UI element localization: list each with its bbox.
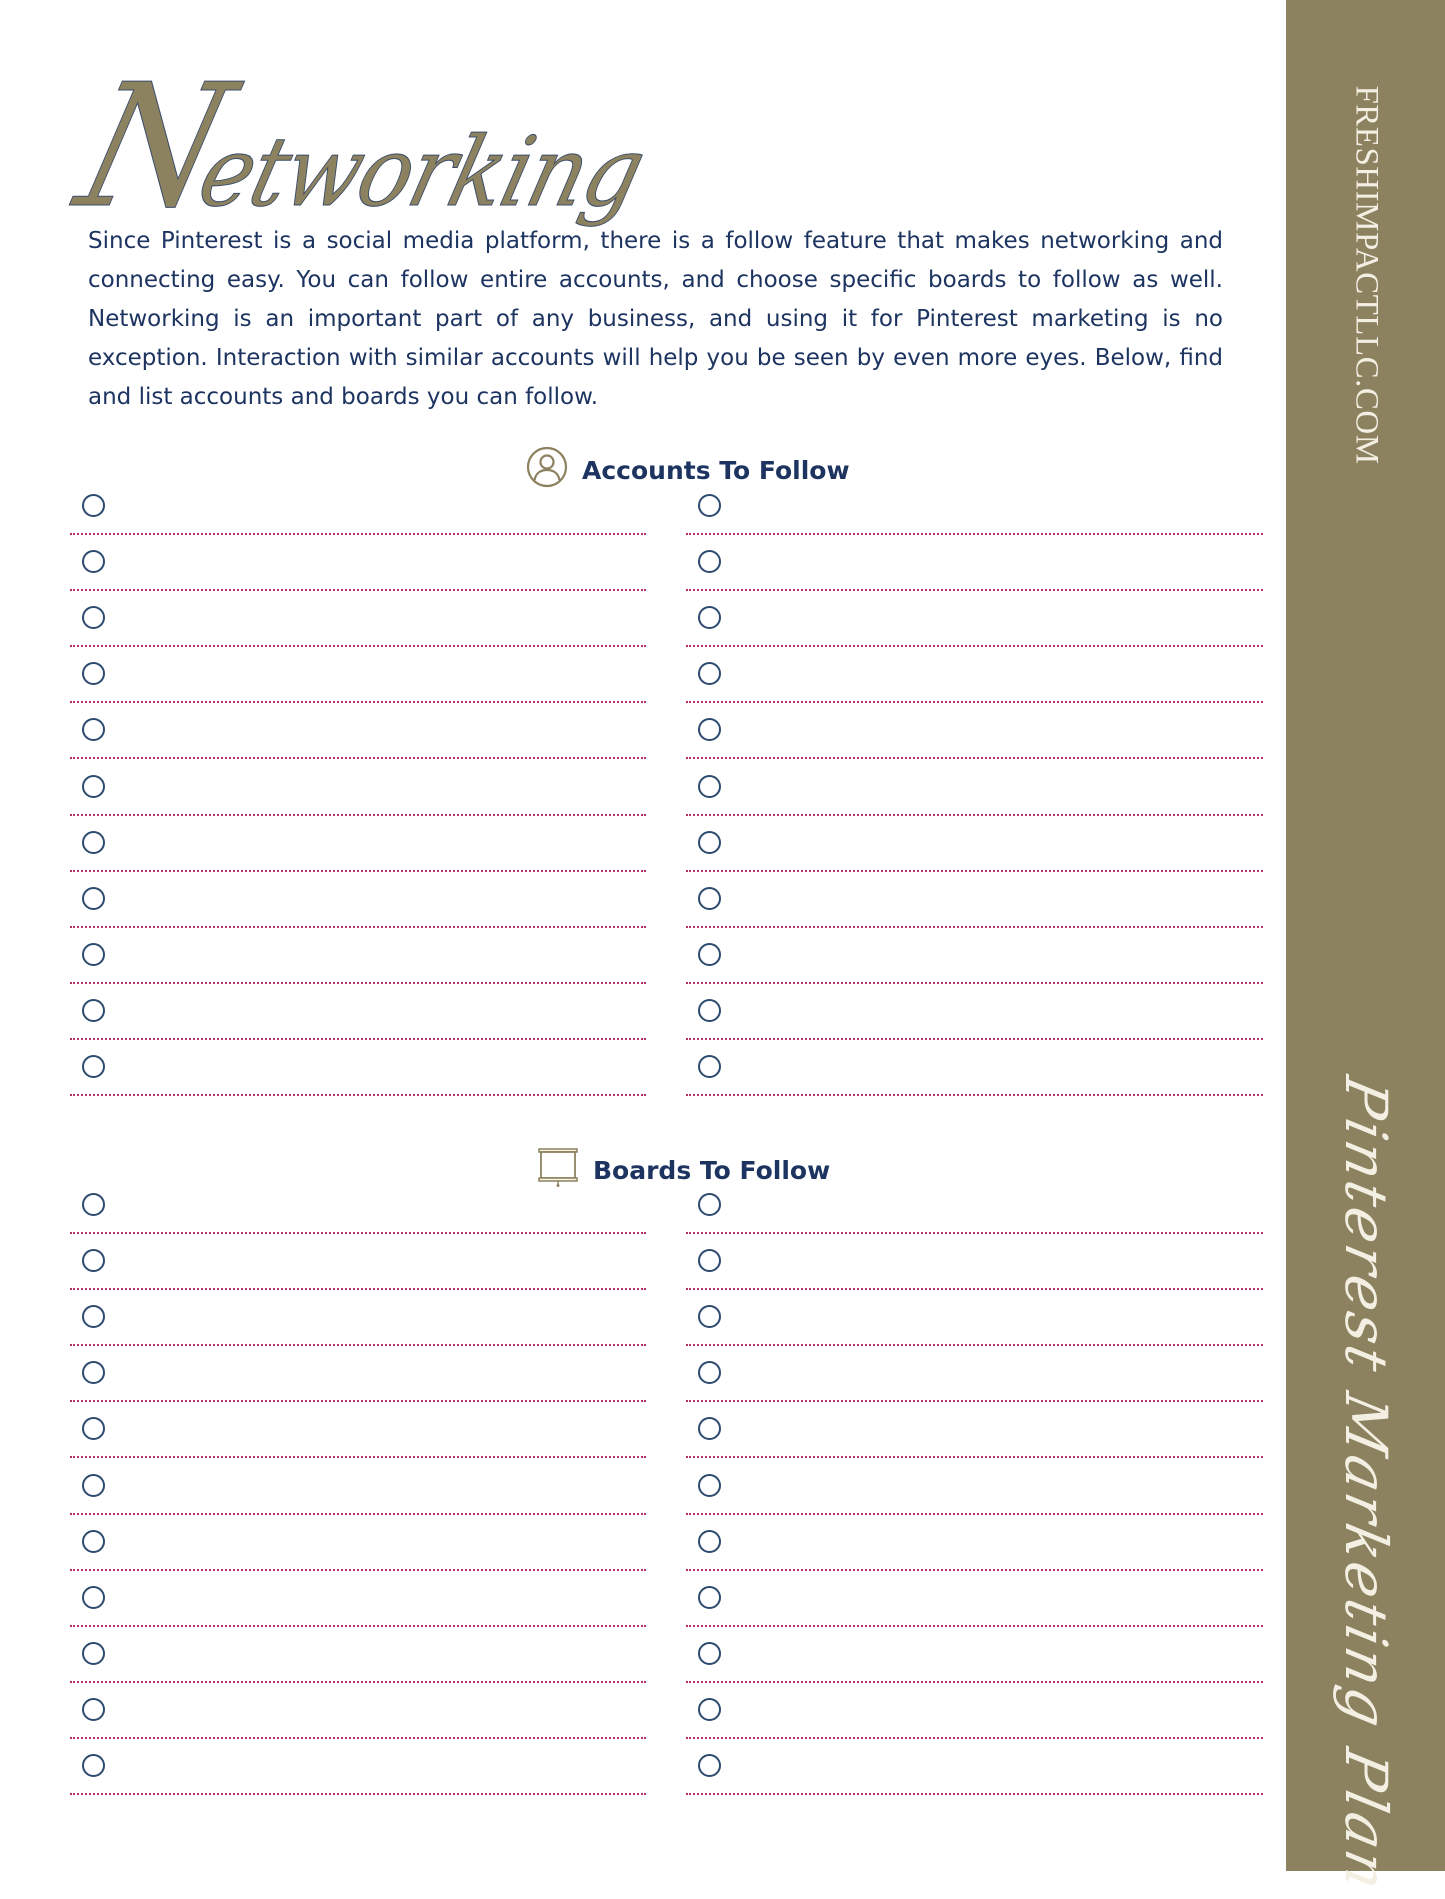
boards-list-item [70,1682,646,1738]
accounts-entry-field[interactable] [734,1053,1257,1089]
accounts-entry-field[interactable] [734,773,1257,809]
accounts-list-item [686,871,1263,927]
boards-entry-field[interactable] [118,1191,640,1227]
page-title [62,48,668,246]
boards-entry-field[interactable] [734,1640,1257,1676]
checkbox-circle[interactable] [698,718,721,741]
boards-list-item [70,1233,646,1289]
boards-entry-field[interactable] [734,1303,1257,1339]
accounts-list-item [686,927,1263,983]
boards-list-item [70,1458,646,1514]
accounts-entry-field[interactable] [118,604,640,640]
checkbox-circle[interactable] [82,1642,105,1665]
accounts-list-item [70,815,646,871]
checkbox-circle[interactable] [82,1249,105,1272]
boards-list-item [686,1570,1263,1626]
checkbox-circle[interactable] [698,943,721,966]
dotted-rule [686,1094,1263,1096]
boards-entry-field[interactable] [734,1696,1257,1732]
checkbox-circle[interactable] [82,1361,105,1384]
checkbox-circle[interactable] [698,1193,721,1216]
accounts-entry-field[interactable] [118,660,640,696]
accounts-entry-field[interactable] [734,829,1257,865]
boards-entry-field[interactable] [118,1696,640,1732]
boards-list-item [70,1345,646,1401]
boards-list-item [686,1458,1263,1514]
boards-list-item [686,1289,1263,1345]
accounts-list-item [686,534,1263,590]
boards-entry-field[interactable] [118,1584,640,1620]
accounts-list-item [70,478,646,534]
accounts-list-item [70,983,646,1039]
dotted-rule [70,1094,646,1096]
checkbox-circle[interactable] [82,1305,105,1328]
boards-entry-field[interactable] [118,1247,640,1283]
accounts-list-item [70,534,646,590]
checkbox-circle[interactable] [82,1055,105,1078]
accounts-list-item [686,478,1263,534]
checkbox-circle[interactable] [82,550,105,573]
checkbox-circle[interactable] [82,1474,105,1497]
accounts-entry-field[interactable] [118,941,640,977]
accounts-entry-field[interactable] [734,997,1257,1033]
accounts-list-item [686,646,1263,702]
checkbox-circle[interactable] [82,662,105,685]
accounts-list-item [70,702,646,758]
boards-entry-field[interactable] [734,1359,1257,1395]
boards-entry-field[interactable] [118,1640,640,1676]
boards-section-title: Boards To Follow [593,1155,831,1185]
checkbox-circle[interactable] [698,1055,721,1078]
checkbox-circle[interactable] [82,999,105,1022]
checkbox-circle[interactable] [82,943,105,966]
boards-list-item [70,1514,646,1570]
accounts-entry-field[interactable] [118,1053,640,1089]
boards-list-item [686,1738,1263,1794]
boards-list-item [686,1514,1263,1570]
checkbox-circle[interactable] [698,1586,721,1609]
checkbox-circle[interactable] [698,1361,721,1384]
boards-list-item [70,1738,646,1794]
boards-list-item [70,1626,646,1682]
accounts-list-item [70,927,646,983]
checkbox-circle[interactable] [82,1417,105,1440]
boards-entry-field[interactable] [118,1528,640,1564]
checkbox-circle[interactable] [82,1586,105,1609]
checkbox-circle[interactable] [698,1417,721,1440]
page-title-rest: etworking [188,116,655,228]
accounts-list-item [70,759,646,815]
boards-entry-field[interactable] [734,1472,1257,1508]
boards-list-item [70,1401,646,1457]
accounts-entry-field[interactable] [734,885,1257,921]
boards-list-item [686,1233,1263,1289]
accounts-entry-field[interactable] [118,773,640,809]
checkbox-circle[interactable] [698,1642,721,1665]
boards-entry-field[interactable] [734,1752,1257,1788]
boards-list-item [686,1401,1263,1457]
accounts-list-item [70,1039,646,1095]
accounts-entry-field[interactable] [118,492,640,528]
checkbox-circle[interactable] [82,1530,105,1553]
checkbox-circle[interactable] [698,1698,721,1721]
boards-entry-field[interactable] [118,1415,640,1451]
accounts-list-item [70,871,646,927]
plan-title [1286,1070,1445,1899]
boards-list-item [70,1570,646,1626]
dotted-rule [686,1793,1263,1795]
accounts-list-item [686,1039,1263,1095]
checkbox-circle[interactable] [698,1474,721,1497]
accounts-entry-field[interactable] [118,997,640,1033]
boards-entry-field[interactable] [118,1359,640,1395]
accounts-list-item [686,590,1263,646]
checkbox-circle[interactable] [82,775,105,798]
checkbox-circle[interactable] [698,775,721,798]
accounts-list-item [686,815,1263,871]
checkbox-circle[interactable] [698,550,721,573]
checkbox-circle[interactable] [82,718,105,741]
accounts-entry-field[interactable] [118,885,640,921]
checkbox-circle[interactable] [698,662,721,685]
plan-title-text: Pinterest Marketing Plan [1331,1070,1400,1899]
accounts-list-item [686,702,1263,758]
boards-entry-field[interactable] [734,1528,1257,1564]
accounts-list-item [70,646,646,702]
boards-entry-field[interactable] [734,1584,1257,1620]
accounts-entry-field[interactable] [734,716,1257,752]
checkbox-circle[interactable] [698,1754,721,1777]
checkbox-circle[interactable] [698,887,721,910]
boards-list-item [686,1626,1263,1682]
website-url-text: FRESHIMPACTLLC.COM [1348,85,1384,465]
intro-paragraph: Since Pinterest is a social media platform, there is a follow feature that makes networking and connecting easy. You can follow entire accounts, and choose specific boards to follow as well. Networking is an important part of any business, and using it for Pinterest marketing is no exception. Interaction with similar accounts will help you be seen by even more eyes. Below, find and list accounts and boards you can follow. [88,228,1223,410]
checkbox-circle[interactable] [698,606,721,629]
boards-entry-field[interactable] [734,1415,1257,1451]
boards-list-item [686,1682,1263,1738]
checkbox-circle[interactable] [82,1754,105,1777]
boards-entry-field[interactable] [734,1191,1257,1227]
page-title-initial: N [62,48,247,246]
accounts-section-title: Accounts To Follow [582,455,850,485]
checkbox-circle[interactable] [82,1193,105,1216]
accounts-list-item [686,983,1263,1039]
boards-entry-field[interactable] [734,1247,1257,1283]
checkbox-circle[interactable] [82,831,105,854]
accounts-entry-field[interactable] [734,492,1257,528]
boards-list-item [686,1345,1263,1401]
checkbox-circle[interactable] [82,887,105,910]
checkbox-circle[interactable] [698,831,721,854]
accounts-list-item [70,590,646,646]
accounts-entry-field[interactable] [118,829,640,865]
boards-list-item [70,1289,646,1345]
checkbox-circle[interactable] [82,1698,105,1721]
dotted-rule [70,1793,646,1795]
boards-list-item [70,1177,646,1233]
checkbox-circle[interactable] [82,494,105,517]
website-url [1286,60,1445,490]
checkbox-circle[interactable] [82,606,105,629]
checkbox-circle[interactable] [698,999,721,1022]
accounts-entry-field[interactable] [734,604,1257,640]
accounts-entry-field[interactable] [118,548,640,584]
accounts-entry-field[interactable] [734,548,1257,584]
checkbox-circle[interactable] [698,1249,721,1272]
boards-entry-field[interactable] [118,1752,640,1788]
boards-entry-field[interactable] [118,1472,640,1508]
accounts-entry-field[interactable] [734,941,1257,977]
checkbox-circle[interactable] [698,1530,721,1553]
accounts-entry-field[interactable] [118,716,640,752]
boards-list-item [686,1177,1263,1233]
checkbox-circle[interactable] [698,494,721,517]
accounts-entry-field[interactable] [734,660,1257,696]
checkbox-circle[interactable] [698,1305,721,1328]
boards-entry-field[interactable] [118,1303,640,1339]
accounts-list-item [686,759,1263,815]
